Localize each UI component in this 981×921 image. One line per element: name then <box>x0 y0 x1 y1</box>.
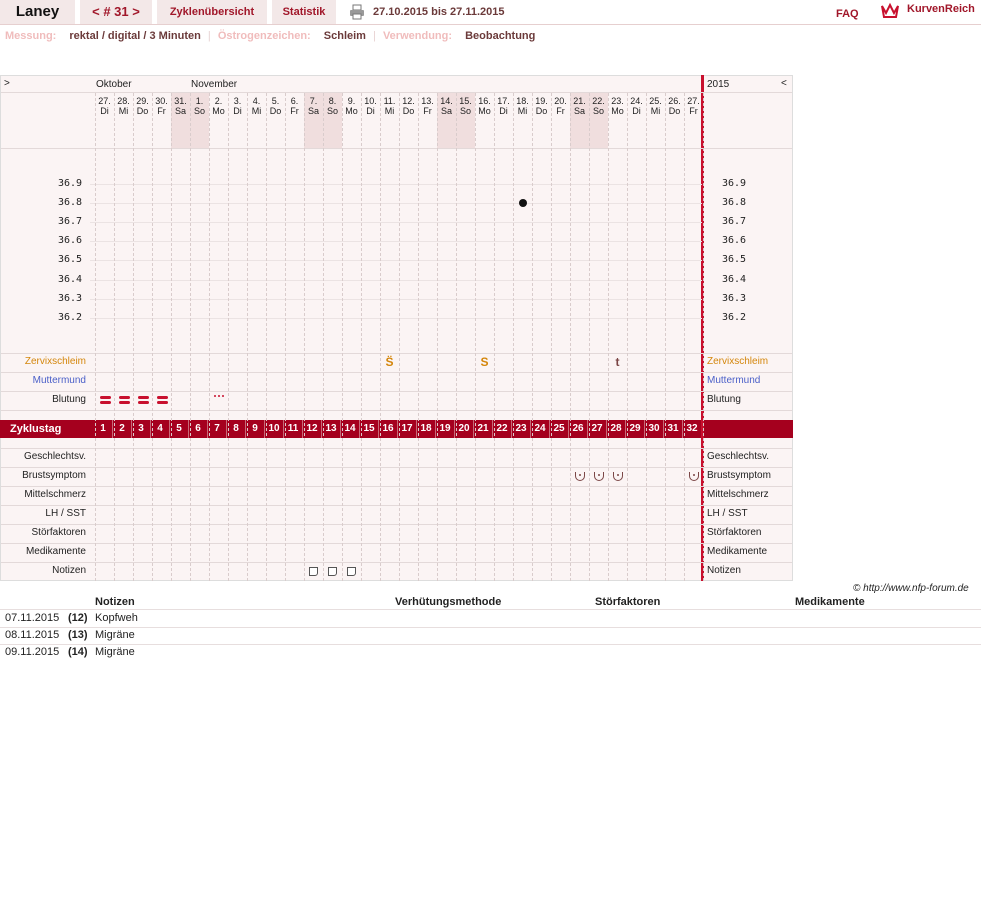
day-column-line <box>361 93 362 581</box>
temp-tick-left: 36.8 <box>58 197 83 209</box>
row-label-right-meds: Medikamente <box>707 546 768 557</box>
note-icon[interactable] <box>309 567 318 576</box>
day-date: 13. <box>421 96 434 106</box>
day-weekday: Fr <box>423 106 432 116</box>
bleeding-spot-mark[interactable] <box>222 395 224 397</box>
cycle-day-number[interactable]: 8 <box>227 420 246 438</box>
day-weekday: Fr <box>556 106 565 116</box>
date-range: 27.10.2015 bis 27.11.2015 <box>373 6 505 18</box>
cycle-day-number[interactable]: 2 <box>113 420 132 438</box>
day-column-line <box>703 93 704 581</box>
cycle-day-number[interactable]: 7 <box>208 420 227 438</box>
day-column-line <box>247 93 248 581</box>
measurement-info: Messung: rektal / digital / 3 Minuten | Östrogenzeichen: Schleim | Verwendung: Beobachtung <box>5 30 536 42</box>
cycle-day-label: Zyklustag <box>10 423 62 435</box>
day-date: 8. <box>328 96 337 106</box>
day-date: 10. <box>364 96 377 106</box>
day-weekday: So <box>592 106 604 116</box>
day-column-line <box>95 93 96 581</box>
cycle-day-number[interactable]: 20 <box>455 420 474 438</box>
day-date: 18. <box>516 96 529 106</box>
day-weekday: Mi <box>251 106 262 116</box>
day-weekday: Di <box>233 106 242 116</box>
row-note: Migräne <box>95 646 135 658</box>
day-header <box>475 96 494 116</box>
day-header <box>209 96 228 116</box>
cycle-navigator[interactable]: < # 31 > <box>80 0 152 24</box>
table-row <box>0 627 981 645</box>
row-label-right-mouth: Muttermund <box>707 375 761 386</box>
day-date: 4. <box>252 96 261 106</box>
day-header <box>323 96 342 116</box>
cycle-day-number[interactable]: 3 <box>132 420 151 438</box>
cycle-day-number[interactable]: 24 <box>531 420 550 438</box>
cycle-day-number[interactable]: 13 <box>322 420 341 438</box>
row-label-right-bleeding: Blutung <box>707 394 741 405</box>
day-header <box>494 96 513 116</box>
day-header <box>513 96 532 116</box>
cycle-day-number[interactable]: 32 <box>683 420 702 438</box>
temp-tick-left: 36.6 <box>58 235 83 247</box>
col-header-contraception: Verhütungsmethode <box>395 596 502 608</box>
temp-grid-line <box>90 318 702 319</box>
day-column-line <box>304 93 305 581</box>
bleeding-heavy-mark[interactable] <box>100 396 111 399</box>
day-header <box>437 96 456 116</box>
temperature-point[interactable] <box>519 199 527 207</box>
day-weekday: Di <box>366 106 375 116</box>
day-column-line <box>646 93 647 581</box>
temp-tick-left: 36.7 <box>58 216 83 228</box>
bleeding-heavy-mark[interactable] <box>119 396 130 399</box>
cycle-day-number[interactable]: 1 <box>94 420 113 438</box>
measure-value: rektal / digital / 3 Minuten <box>69 30 201 42</box>
grid-line <box>1 448 792 449</box>
cervix-mark[interactable]: S̈ <box>385 355 394 369</box>
grid-line <box>1 467 792 468</box>
printer-icon[interactable] <box>349 4 365 20</box>
bleeding-heavy-mark[interactable] <box>119 401 130 404</box>
day-weekday: Sa <box>573 106 585 116</box>
grid-line <box>1 543 792 544</box>
month-label-november: November <box>191 79 238 90</box>
cycle-day-number[interactable]: 14 <box>341 420 360 438</box>
chart-year: 2015 <box>707 79 730 90</box>
day-date: 20. <box>554 96 567 106</box>
day-header <box>133 96 152 116</box>
row-label-lh: LH / SST <box>45 508 86 519</box>
day-header <box>247 96 266 116</box>
day-weekday: Mo <box>212 106 225 116</box>
day-date: 6. <box>290 96 299 106</box>
day-header <box>532 96 551 116</box>
day-header <box>608 96 627 116</box>
day-weekday: Fr <box>689 106 698 116</box>
grid-line <box>1 524 792 525</box>
day-column-line <box>532 93 533 581</box>
brand-name: KurvenReich <box>907 3 975 15</box>
breast-symptom-icon[interactable] <box>594 472 604 481</box>
day-date: 28. <box>117 96 130 106</box>
bleeding-spot-mark[interactable] <box>214 395 216 397</box>
row-label-bleeding: Blutung <box>52 394 86 405</box>
day-weekday: Do <box>402 106 415 116</box>
day-column-line <box>399 93 400 581</box>
day-date: 9. <box>347 96 356 106</box>
day-date: 5. <box>271 96 280 106</box>
breast-symptom-icon[interactable] <box>575 472 585 481</box>
note-icon[interactable] <box>328 567 337 576</box>
cycle-day-number[interactable]: 11 <box>284 420 303 438</box>
measure-label: Messung: <box>5 30 57 42</box>
day-weekday: Mo <box>478 106 491 116</box>
temp-tick-left: 36.9 <box>58 178 83 189</box>
day-header <box>551 96 570 116</box>
day-date: 12. <box>402 96 415 106</box>
day-header <box>570 96 589 116</box>
day-weekday: Fr <box>157 106 166 116</box>
day-column-line <box>171 93 172 581</box>
copyright: © http://www.nfp-forum.de <box>853 583 969 594</box>
grid-line <box>1 372 792 373</box>
day-header <box>684 96 703 116</box>
day-column-line <box>513 93 514 581</box>
day-header <box>190 96 209 116</box>
chart-nav-next[interactable]: < <box>781 78 787 89</box>
row-date: 08.11.2015 <box>5 629 60 641</box>
day-column-line <box>684 93 685 581</box>
temp-grid-line <box>90 203 702 204</box>
cycle-day-number[interactable]: 15 <box>360 420 379 438</box>
day-column-line <box>190 93 191 581</box>
day-header <box>228 96 247 116</box>
day-column-line <box>323 93 324 581</box>
day-weekday: So <box>193 106 205 116</box>
row-date: 09.11.2015 <box>5 646 60 658</box>
day-date: 1. <box>195 96 204 106</box>
row-label-disturb: Störfaktoren <box>31 527 86 538</box>
bleeding-heavy-mark[interactable] <box>157 401 168 404</box>
day-date: 27. <box>98 96 111 106</box>
month-label-october: Oktober <box>96 79 132 90</box>
day-weekday: Mo <box>611 106 624 116</box>
cervix-mark[interactable]: S <box>480 355 489 369</box>
day-header <box>380 96 399 116</box>
cycle-day-number[interactable]: 17 <box>398 420 417 438</box>
day-date: 2. <box>214 96 223 106</box>
day-header <box>152 96 171 116</box>
day-weekday: Sa <box>307 106 319 116</box>
faq-link[interactable]: FAQ <box>836 8 859 20</box>
day-column-line <box>665 93 666 581</box>
cycle-day-number[interactable]: 19 <box>436 420 455 438</box>
breast-symptom-icon[interactable] <box>613 472 623 481</box>
day-weekday: Sa <box>440 106 452 116</box>
day-column-line <box>133 93 134 581</box>
day-date: 17. <box>497 96 510 106</box>
temp-tick-right: 36.8 <box>722 197 747 209</box>
crown-logo-icon <box>880 2 900 20</box>
grid-line <box>1 410 792 411</box>
cycle-day-number[interactable]: 16 <box>379 420 398 438</box>
cycle-day-number[interactable]: 22 <box>493 420 512 438</box>
row-label-right-disturb: Störfaktoren <box>707 527 762 538</box>
day-column-line <box>266 93 267 581</box>
row-date: 07.11.2015 <box>5 612 60 624</box>
day-date: 27. <box>687 96 700 106</box>
estrogen-label: Östrogenzeichen: <box>217 30 311 42</box>
temp-tick-right: 36.5 <box>722 254 747 266</box>
cycle-day-number[interactable]: 25 <box>550 420 569 438</box>
cycle-day-number[interactable]: 31 <box>664 420 683 438</box>
day-weekday: Fr <box>290 106 299 116</box>
temp-tick-left: 36.3 <box>58 292 83 304</box>
day-date: 3. <box>233 96 242 106</box>
day-date: 19. <box>535 96 548 106</box>
row-label-breast: Brustsymptom <box>22 470 86 481</box>
day-header <box>342 96 361 116</box>
col-header-disturbances: Störfaktoren <box>595 596 661 608</box>
day-date: 15. <box>459 96 472 106</box>
cycle-day-number[interactable]: 6 <box>189 420 208 438</box>
temp-grid-line <box>90 260 702 261</box>
day-column-line <box>475 93 476 581</box>
day-date: 23. <box>611 96 624 106</box>
chart-nav-prev[interactable]: > <box>4 78 10 89</box>
day-column-line <box>494 93 495 581</box>
day-date: 29. <box>136 96 149 106</box>
row-label-right-cervix: Zervixschleim <box>707 356 769 367</box>
temp-tick-left: 36.2 <box>58 311 83 323</box>
day-date: 30. <box>155 96 168 106</box>
day-weekday: Mi <box>517 106 528 116</box>
temp-grid-line <box>90 184 702 185</box>
cervix-mark[interactable]: t <box>615 355 620 369</box>
grid-line <box>1 505 792 506</box>
day-weekday: Do <box>136 106 149 116</box>
row-note: Migräne <box>95 629 135 641</box>
cycle-day-number[interactable]: 9 <box>246 420 265 438</box>
day-date: 22. <box>592 96 605 106</box>
day-column-line <box>627 93 628 581</box>
grid-line <box>1 148 792 149</box>
day-weekday: Do <box>269 106 282 116</box>
grid-line <box>1 562 792 563</box>
note-icon[interactable] <box>347 567 356 576</box>
row-label-right-notes: Notizen <box>707 565 741 576</box>
day-column-line <box>285 93 286 581</box>
day-header <box>589 96 608 116</box>
temp-tick-right: 36.3 <box>722 292 747 304</box>
cycle-day-bar <box>0 420 793 438</box>
top-bar <box>0 0 981 25</box>
day-column-line <box>209 93 210 581</box>
bleeding-spot-mark[interactable] <box>218 395 220 397</box>
temp-tick-right: 36.2 <box>722 311 747 323</box>
cycle-day-number[interactable]: 5 <box>170 420 189 438</box>
row-label-meds: Medikamente <box>25 546 86 557</box>
day-column-line <box>342 93 343 581</box>
grid-line <box>1 486 792 487</box>
day-date: 31. <box>174 96 187 106</box>
bleeding-heavy-mark[interactable] <box>157 396 168 399</box>
row-cycle-day: (13) <box>68 629 88 641</box>
col-header-medication: Medikamente <box>795 596 865 608</box>
cycle-day-number[interactable]: 12 <box>303 420 322 438</box>
temp-grid-line <box>90 280 702 281</box>
day-date: 21. <box>573 96 586 106</box>
day-header <box>418 96 437 116</box>
temp-grid-line <box>90 299 702 300</box>
cycle-day-number[interactable]: 28 <box>607 420 626 438</box>
day-weekday: Do <box>535 106 548 116</box>
temp-tick-left: 36.5 <box>58 254 83 266</box>
cycle-day-number[interactable]: 21 <box>474 420 493 438</box>
grid-line <box>1 92 792 93</box>
grid-line <box>1 391 792 392</box>
bleeding-heavy-mark[interactable] <box>138 401 149 404</box>
day-column-line <box>570 93 571 581</box>
temp-tick-right: 36.7 <box>722 216 747 228</box>
row-cycle-day: (12) <box>68 612 88 624</box>
usage-value: Beobachtung <box>465 30 536 42</box>
day-header <box>266 96 285 116</box>
temp-grid-line <box>90 241 702 242</box>
grid-line <box>1 353 792 354</box>
day-column-line <box>608 93 609 581</box>
col-header-notes: Notizen <box>95 596 135 608</box>
statistics-tab[interactable]: Statistik <box>272 0 336 24</box>
day-column-line <box>228 93 229 581</box>
user-name-tab[interactable]: Laney <box>0 0 75 24</box>
temp-tick-right: 36.9 <box>722 178 747 189</box>
cycle-day-number[interactable]: 29 <box>626 420 645 438</box>
day-weekday: Mo <box>345 106 358 116</box>
row-label-right-midpain: Mittelschmerz <box>707 489 769 500</box>
row-label-sex: Geschlechtsv. <box>23 451 86 462</box>
row-label-mouth: Muttermund <box>32 375 86 386</box>
table-row <box>0 610 981 628</box>
row-label-cervix: Zervixschleim <box>24 356 86 367</box>
day-weekday: Di <box>632 106 641 116</box>
day-column-line <box>456 93 457 581</box>
day-date: 11. <box>383 96 396 106</box>
day-header <box>627 96 646 116</box>
day-column-line <box>437 93 438 581</box>
day-date: 25. <box>649 96 662 106</box>
row-label-notes: Notizen <box>52 565 86 576</box>
day-header <box>95 96 114 116</box>
day-weekday: Sa <box>174 106 186 116</box>
day-header <box>665 96 684 116</box>
day-column-line <box>589 93 590 581</box>
day-weekday: So <box>326 106 338 116</box>
bleeding-heavy-mark[interactable] <box>138 396 149 399</box>
estrogen-value: Schleim <box>323 30 366 42</box>
day-header <box>304 96 323 116</box>
day-header <box>361 96 380 116</box>
day-column-line <box>114 93 115 581</box>
day-column-line <box>152 93 153 581</box>
cycle-day-number[interactable]: 26 <box>569 420 588 438</box>
cycle-day-number[interactable]: 30 <box>645 420 664 438</box>
day-weekday: Di <box>499 106 508 116</box>
row-note: Kopfweh <box>95 612 138 624</box>
row-label-right-breast: Brustsymptom <box>707 470 771 481</box>
cycle-day-number[interactable]: 18 <box>417 420 436 438</box>
temp-tick-right: 36.4 <box>722 273 747 285</box>
day-header <box>285 96 304 116</box>
breast-symptom-icon[interactable] <box>689 472 699 481</box>
usage-label: Verwendung: <box>382 30 453 42</box>
day-weekday: Di <box>100 106 109 116</box>
day-weekday: So <box>459 106 471 116</box>
cycle-day-number[interactable]: 10 <box>265 420 284 438</box>
day-date: 16. <box>478 96 491 106</box>
temp-tick-right: 36.6 <box>722 235 747 247</box>
day-date: 7. <box>309 96 318 106</box>
day-header <box>114 96 133 116</box>
day-column-line <box>551 93 552 581</box>
day-column-line <box>418 93 419 581</box>
day-weekday: Mi <box>118 106 129 116</box>
row-label-midpain: Mittelschmerz <box>24 489 86 500</box>
day-weekday: Do <box>668 106 681 116</box>
table-row <box>0 644 981 661</box>
cycle-day-number[interactable]: 4 <box>151 420 170 438</box>
row-label-right-sex: Geschlechtsv. <box>707 451 770 462</box>
day-date: 26. <box>668 96 681 106</box>
row-cycle-day: (14) <box>68 646 88 658</box>
day-header <box>399 96 418 116</box>
day-weekday: Mi <box>650 106 661 116</box>
day-date: 14. <box>440 96 453 106</box>
cycle-day-number[interactable]: 23 <box>512 420 531 438</box>
day-column-line <box>380 93 381 581</box>
temp-grid-line <box>90 222 702 223</box>
temp-tick-left: 36.4 <box>58 273 83 285</box>
bleeding-heavy-mark[interactable] <box>100 401 111 404</box>
day-header <box>171 96 190 116</box>
day-header <box>646 96 665 116</box>
cycle-day-number[interactable]: 27 <box>588 420 607 438</box>
day-weekday: Mi <box>384 106 395 116</box>
row-label-right-lh: LH / SST <box>707 508 748 519</box>
day-header <box>456 96 475 116</box>
day-date: 24. <box>630 96 643 106</box>
cycle-overview-tab[interactable]: Zyklenübersicht <box>157 0 267 24</box>
